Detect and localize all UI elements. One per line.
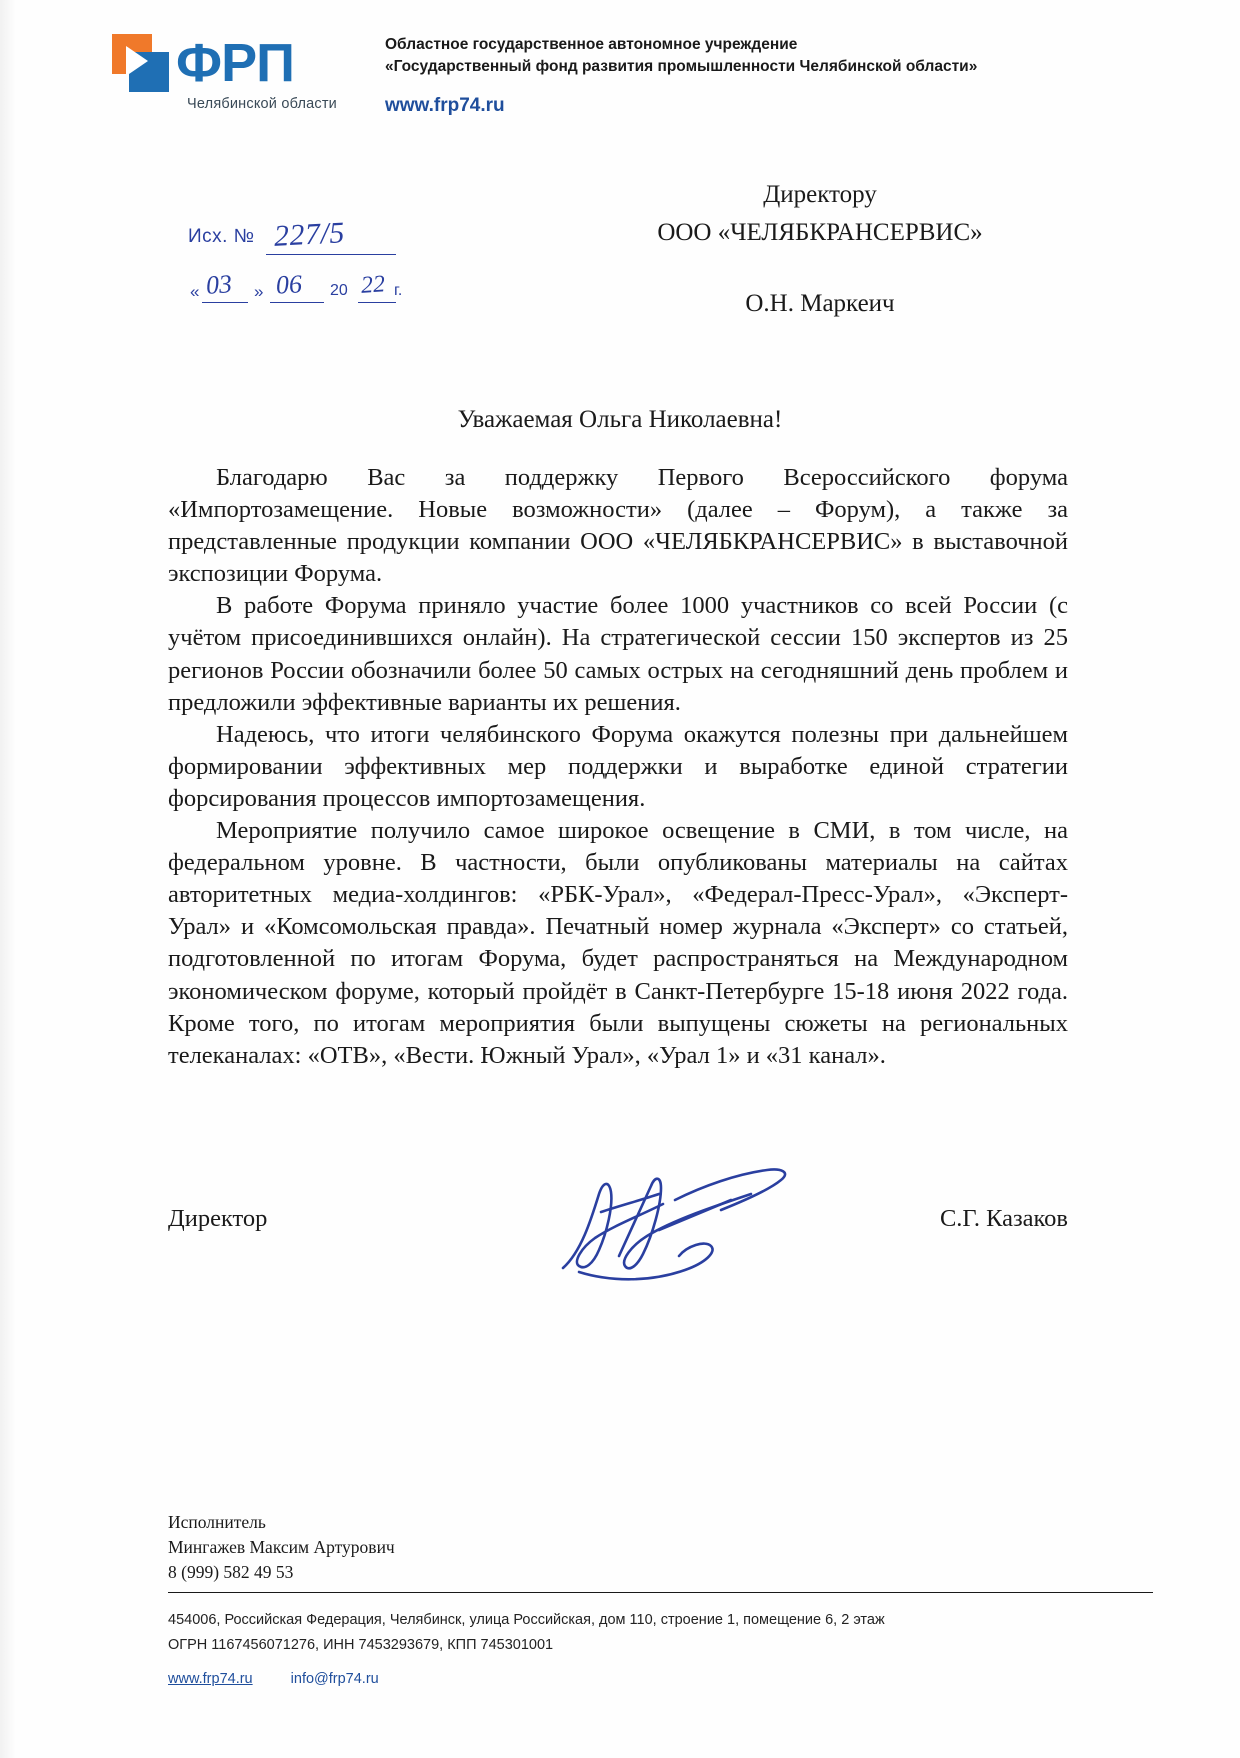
- organization-line-1: Областное государственное автономное учреждение: [385, 36, 798, 53]
- page-edge-shadow: [0, 0, 16, 1758]
- date-month-underline: [270, 302, 324, 303]
- signer-position: Директор: [168, 1205, 268, 1232]
- footer-links: [168, 1667, 1168, 1692]
- executor-label: Исполнитель: [168, 1512, 266, 1532]
- addressee-position: Директору: [763, 181, 877, 208]
- letter-paragraph: В работе Форума приняло участие более 1000 участников со всей России (с учётом присоединившихся онлайн). На стратегической сессии 150 экспертов из 25 регионов России обозначили более 50 самых острых на сегодняшний день проблем и предложили эффективные варианты их решения.: [168, 592, 1068, 716]
- date-year-prefix: 20: [330, 282, 348, 299]
- signer-name: С.Г. Казаков: [939, 1205, 1068, 1232]
- outgoing-date-row: [188, 269, 448, 312]
- outgoing-number-underline: [266, 254, 396, 255]
- addressee-company: ООО «ЧЕЛЯБКРАНСЕРВИС»: [657, 218, 983, 246]
- date-day-underline: [202, 302, 248, 303]
- footer-website-link[interactable]: www.frp74.ru: [168, 1670, 253, 1687]
- date-quote-open: «: [190, 282, 200, 301]
- executor-name: Мингажев Максим Артурович: [168, 1536, 395, 1557]
- letterhead-website: www.frp74.ru: [385, 94, 505, 116]
- organization-details: [385, 34, 1045, 117]
- letterhead: [0, 26, 1240, 136]
- organization-logo: [112, 34, 362, 112]
- date-year-value: 22: [360, 271, 386, 299]
- frp-logo-icon: [112, 34, 170, 92]
- letter-paragraph: Надеюсь, что итоги челябинского Форума окажутся полезны при дальнейшем формировании эффективных мер поддержки и выработке единой стратегии форсирования процессов импортозамещения.: [168, 720, 1068, 812]
- footer-email[interactable]: info@frp74.ru: [290, 1670, 379, 1687]
- logo-subtitle: Челябинской области: [187, 96, 337, 112]
- executor-phone: 8 (999) 582 49 53: [168, 1561, 294, 1582]
- footer-divider: [168, 1592, 1153, 1593]
- date-month-value: 06: [275, 269, 303, 300]
- date-day-value: 03: [204, 269, 233, 300]
- date-year-suffix: г.: [394, 282, 403, 299]
- handwritten-signature-icon: [555, 1160, 815, 1290]
- addressee-block: [560, 176, 1080, 323]
- letter-paragraph: Благодарю Вас за поддержку Первого Всероссийского форума «Импортозамещение. Новые возможности» (далее – Форум), а также за представленные продукции компании ООО «ЧЕЛЯБКРАНСЕРВИС» в выставочной экспозиции Форума.: [168, 464, 1068, 588]
- letter-salutation: Уважаемая Ольга Николаевна!: [457, 406, 783, 433]
- outgoing-number-value: 227/5: [273, 216, 346, 253]
- footer-address: 454006, Российская Федерация, Челябинск, улица Российская, дом 110, строение 1, помещение 6, 2 этаж: [168, 1612, 885, 1628]
- page-footer: [168, 1608, 1168, 1692]
- logo-wordmark: ФРП: [176, 33, 294, 93]
- outgoing-number-label: Исх. №: [188, 226, 255, 247]
- addressee-name: О.Н. Маркеич: [745, 290, 895, 317]
- footer-registry: ОГРН 1167456071276, ИНН 7453293679, КПП 745301001: [168, 1637, 554, 1654]
- letter-body: [168, 462, 1068, 1072]
- letter-paragraph: Мероприятие получило самое широкое освещение в СМИ, в том числе, на федеральном уровне. В частности, были опубликованы материалы на сайтах авторитетных медиа-холдингов: «РБК-Урал», «Федерал-Пресс-Урал», «Эксперт-Урал» и «Комсомольская правда». Печатный номер журнала «Эксперт» со статьей, подготовленной по итогам Форума, будет распространяться на Международном экономическом форуме, который пройдёт в Санкт-Петербурге 15-18 июня 2022 года. Кроме того, по итогам мероприятия были выпущены сюжеты на региональных телеканалах: «ОТВ», «Вести. Южный Урал», «Урал 1» и «31 канал».: [168, 817, 1068, 1069]
- date-quote-close: »: [254, 282, 264, 301]
- organization-line-2: «Государственный фонд развития промышленности Челябинской области»: [385, 58, 978, 76]
- date-year-underline: [358, 302, 396, 303]
- outgoing-number-row: [188, 216, 448, 256]
- executor-block: [168, 1510, 1068, 1585]
- outgoing-registration-block: [188, 216, 448, 312]
